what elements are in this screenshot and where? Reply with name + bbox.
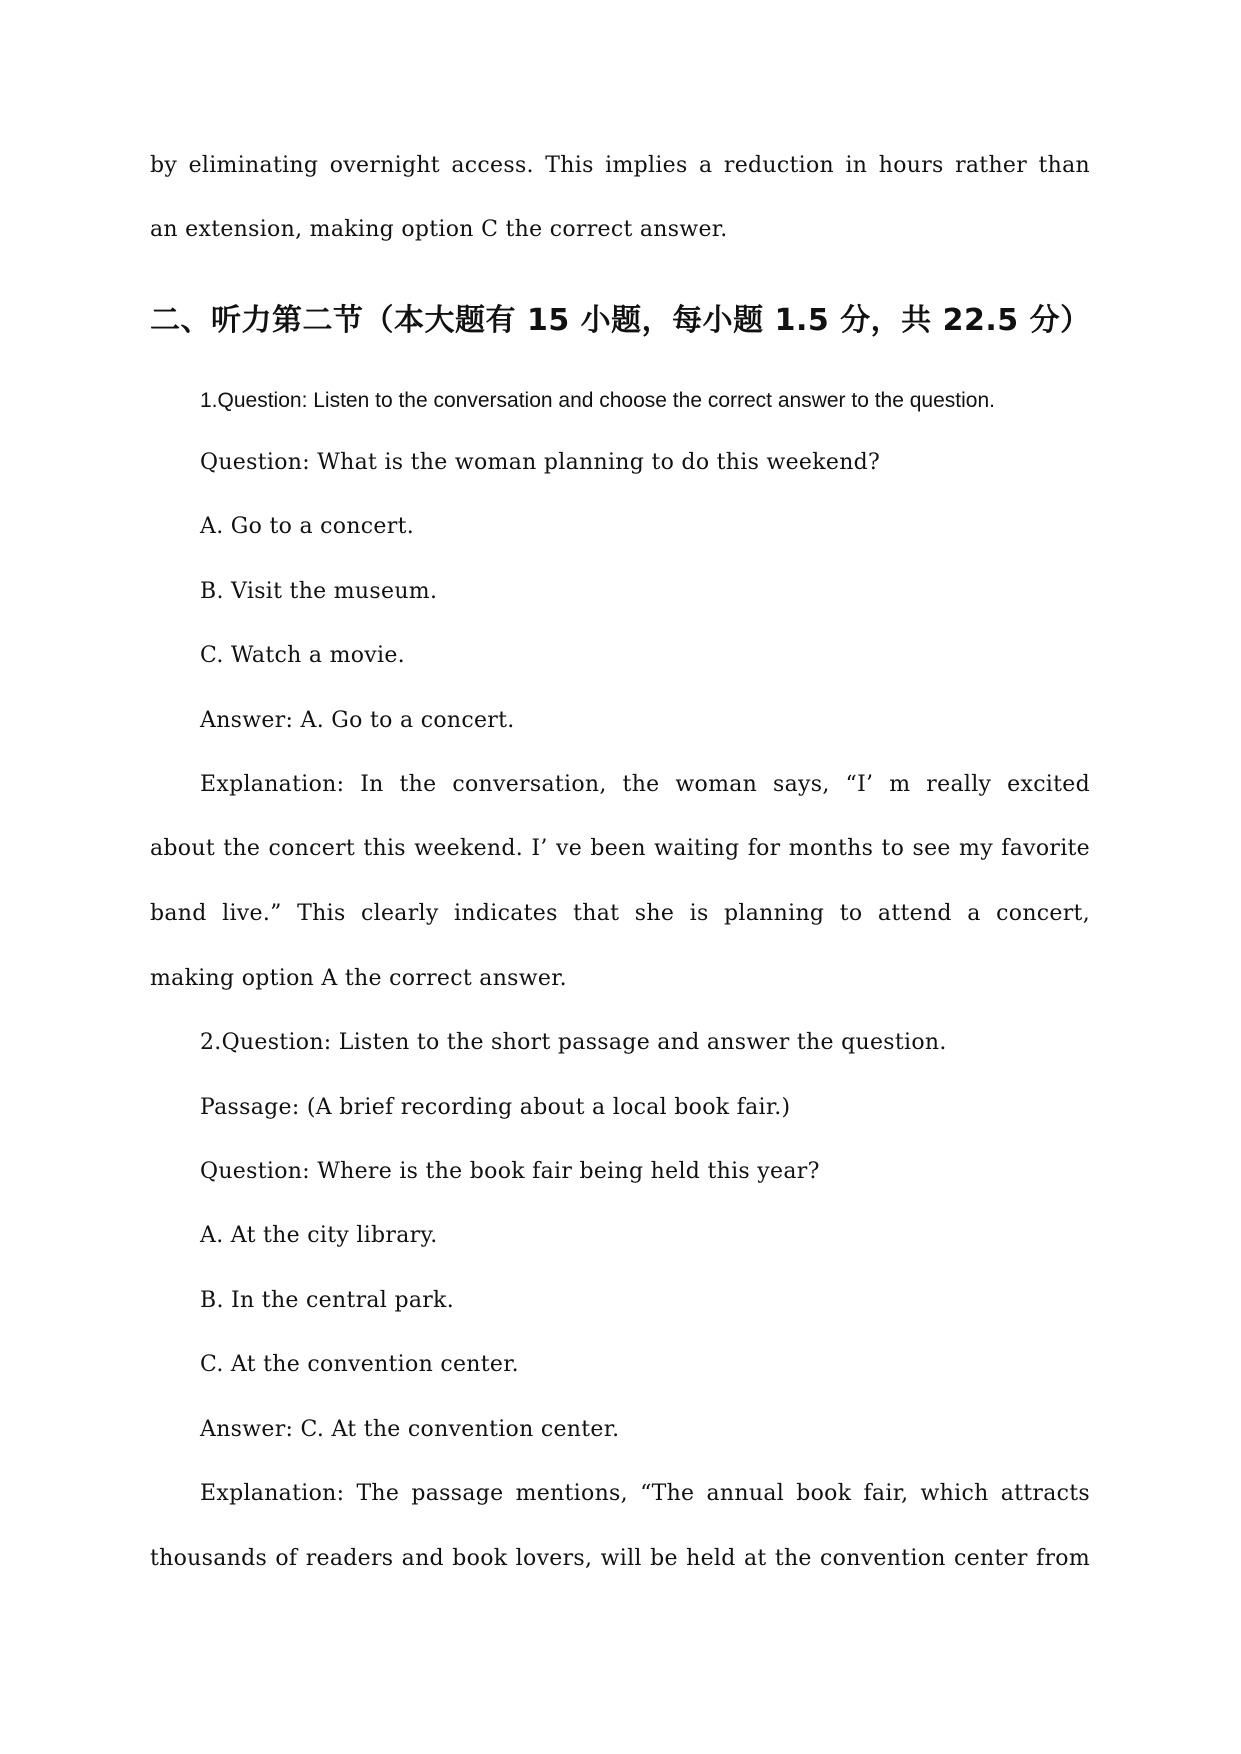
question-1-explanation-line-1: Explanation: In the conversation, the woman says, “I’ m really excited	[200, 772, 1090, 797]
question-2-text: Question: Where is the book fair being held this year?	[200, 1159, 820, 1184]
section-heading: 二、听力第二节（本大题有 15 小题，每小题 1.5 分，共 22.5 分）	[150, 303, 1091, 338]
question-2-explanation-line-1: Explanation: The passage mentions, “The annual book fair, which attracts	[200, 1481, 1090, 1506]
question-2-passage: Passage: (A brief recording about a local book fair.)	[200, 1095, 791, 1120]
question-2-option-a: A. At the city library.	[200, 1223, 438, 1248]
question-2-prompt: 2.Question: Listen to the short passage and answer the question.	[200, 1030, 947, 1055]
question-2-option-c: C. At the convention center.	[200, 1352, 519, 1377]
question-1-option-a: A. Go to a concert.	[200, 514, 415, 539]
question-2-answer: Answer: C. At the convention center.	[200, 1417, 620, 1442]
prev-explanation-line-2: an extension, making option C the correct answer.	[150, 217, 728, 242]
prev-explanation-line-1: by eliminating overnight access. This implies a reduction in hours rather than	[150, 153, 1090, 178]
question-1-option-c: C. Watch a movie.	[200, 643, 405, 668]
question-1-text: Question: What is the woman planning to do this weekend?	[200, 450, 881, 475]
question-1-answer: Answer: A. Go to a concert.	[200, 708, 515, 733]
question-1-prompt: 1.Question: Listen to the conversation and choose the correct answer to the question.	[200, 389, 995, 412]
question-1-explanation-line-2: about the concert this weekend. I’ ve been waiting for months to see my favorite	[150, 836, 1090, 861]
question-2-option-b: B. In the central park.	[200, 1288, 454, 1313]
question-1-explanation-line-4: making option A the correct answer.	[150, 966, 567, 991]
question-2-explanation-line-2: thousands of readers and book lovers, will be held at the convention center from	[150, 1546, 1090, 1571]
question-1-option-b: B. Visit the museum.	[200, 579, 438, 604]
question-1-explanation-line-3: band live.” This clearly indicates that she is planning to attend a concert,	[150, 901, 1090, 926]
